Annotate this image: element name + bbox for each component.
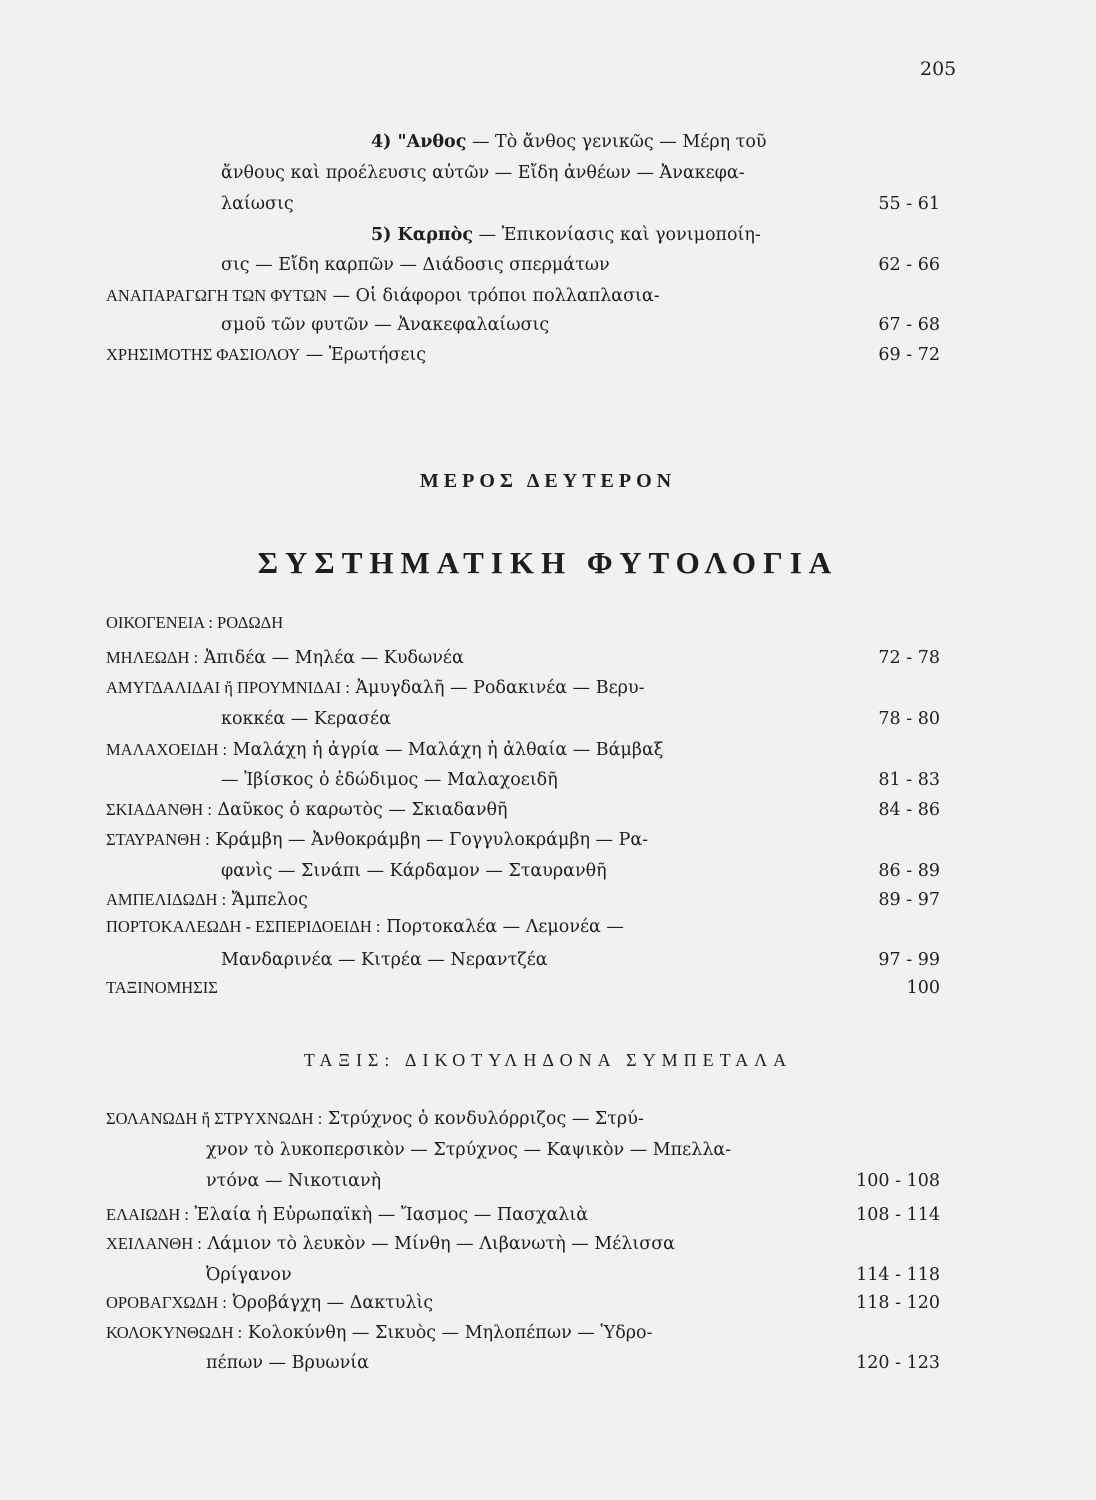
entry-text: Ἀμυγδαλῆ — Ροδακινέα — Βερυ- (349, 678, 645, 698)
entry-text: Ἄμπελος (226, 890, 308, 910)
section-title: ΣΥΣΤΗΜΑΤΙΚΗ ΦΥΤΟΛΟΓΙΑ (257, 545, 839, 580)
toc-line (106, 945, 940, 975)
toc-line (106, 189, 940, 219)
entry-label: 5) Καρπὸς (371, 225, 474, 245)
entry-text: λαίωσις (221, 194, 294, 214)
page-range: 108 - 114 (856, 1205, 940, 1225)
page-range: 69 - 72 (878, 345, 940, 365)
entry-text: ντόνα — Νικοτιανὴ (206, 1171, 382, 1191)
entry-text: Κράμβη — Ἀνθοκράμβη — Γογγυλοκράμβη — Ρα- (209, 830, 649, 850)
toc-line (106, 158, 940, 188)
toc-line (106, 735, 940, 765)
entry-text: Δαῦκος ὁ καρωτὸς — Σκιαδανθῆ (211, 800, 508, 820)
entry-label: ΜΑΛΑΧΟΕΙΔΗ : (106, 740, 228, 759)
entry-label: ΣΟΛΑΝΩΔΗ ἤ ΣΤΡΥΧΝΩΔΗ : (106, 1109, 323, 1128)
toc-line (106, 885, 940, 915)
entry-label: ΧΡΗΣΙΜΟΤΗΣ ΦΑΣΙΟΛΟΥ (106, 345, 301, 364)
toc-line (106, 1348, 940, 1378)
entry-text: ἄνθους καὶ προέλευσις αὐτῶν — Εἴδη ἀνθέων — Ἀνακεφα- (221, 163, 745, 183)
entry-label: ΑΜΥΓΔΑΛΙΔΑΙ ἤ ΠΡΟΥΜΝΙΔΑΙ : (106, 678, 350, 697)
entry-text: Ἐλαία ἡ Εὐρωπαϊκὴ — Ἴασμος — Πασχαλιὰ (188, 1205, 589, 1225)
entry-label: 4) "Ανθος (371, 132, 467, 152)
toc-line (106, 795, 940, 825)
page-range: 55 - 61 (878, 194, 940, 214)
toc-line (106, 250, 940, 280)
toc-line (106, 643, 940, 673)
page-range: 118 - 120 (856, 1293, 940, 1313)
toc-line (106, 1229, 940, 1259)
entry-label: ΠΟΡΤΟΚΑΛΕΩΔΗ - ΕΣΠΕΡΙΔΟΕΙΔΗ : (106, 917, 381, 936)
toc-line (106, 127, 940, 157)
entry-text: Μαλάχη ἡ ἀγρία — Μαλάχη ἡ ἀλθαία — Βάμβαξ (227, 740, 664, 760)
page-range: 100 - 108 (856, 1171, 940, 1191)
toc-line (106, 281, 940, 311)
page-range: 62 - 66 (878, 255, 940, 275)
toc-line (106, 340, 940, 370)
toc-line (106, 912, 940, 942)
entry-text: κοκκέα — Κερασέα (221, 709, 391, 729)
entry-label: ΕΛΑΙΩΔΗ : (106, 1205, 189, 1224)
page-range: 67 - 68 (878, 315, 940, 335)
entry-text: Ἀπιδέα — Μηλέα — Κυδωνέα (198, 648, 464, 668)
toc-line (106, 310, 940, 340)
toc-line (106, 704, 940, 734)
family-heading: ΟΙΚΟΓΕΝΕΙΑ : ΡΟΔΩΔΗ (106, 613, 284, 632)
page-range: 86 - 89 (878, 861, 940, 881)
toc-line (106, 1318, 940, 1348)
toc-line (106, 1288, 940, 1318)
entry-text: Πορτοκαλέα — Λεμονέα — (380, 917, 624, 937)
toc-line (106, 673, 940, 703)
entry-text: Λάμιον τὸ λευκὸν — Μίνθη — Λιβανωτὴ — Μέλισσα (201, 1234, 675, 1254)
toc-line (106, 856, 940, 886)
entry-text: Ὀρίγανον (206, 1265, 292, 1285)
page-range: 72 - 78 (878, 648, 940, 668)
entry-text: σμοῦ τῶν φυτῶν — Ἀνακεφαλαίωσις (221, 315, 550, 335)
entry-label: ΚΟΛΟΚΥΝΘΩΔΗ : (106, 1323, 243, 1342)
entry-label: ΣΚΙΑΔΑΝΘΗ : (106, 800, 212, 819)
toc-line (106, 1200, 940, 1230)
entry-label: ΑΜΠΕΛΙΔΩΔΗ : (106, 890, 227, 909)
toc-line (106, 1260, 940, 1290)
entry-text: Ὀροβάγχη — Δακτυλὶς (226, 1293, 434, 1313)
entry-text: — Ἐπικονίασις καὶ γονιμοποίη- (473, 225, 761, 245)
toc-line (106, 1166, 940, 1196)
toc-line (106, 1135, 940, 1165)
toc-line (106, 765, 940, 795)
family-heading-line (106, 608, 940, 638)
part-title: ΜΕΡΟΣ ΔΕΥΤΕΡΟΝ (419, 470, 677, 492)
page-range: 78 - 80 (878, 709, 940, 729)
entry-text: — Οἱ διάφοροι τρόποι πολλαπλασια- (327, 286, 660, 306)
toc-line (106, 825, 940, 855)
entry-label: ΑΝΑΠΑΡΑΓΩΓΗ ΤΩΝ ΦΥΤΩΝ (106, 286, 328, 305)
entry-text: Κολοκύνθη — Σικυὸς — Μηλοπέπων — Ὑδρο- (242, 1323, 653, 1343)
entry-text: — Ἰβίσκος ὁ ἐδώδιμος — Μαλαχοειδῆ (221, 770, 558, 790)
order-heading: ΤΑΞΙΣ: ΔΙΚΟΤΥΛΗΔΟΝΑ ΣΥΜΠΕΤΑΛΑ (303, 1050, 793, 1070)
page-range: 120 - 123 (856, 1353, 940, 1373)
entry-text: πέπων — Βρυωνία (206, 1353, 369, 1373)
page-range: 84 - 86 (878, 800, 940, 820)
page-range: 114 - 118 (856, 1265, 940, 1285)
page-range: 100 (906, 978, 940, 998)
page-number: 205 (920, 58, 957, 80)
page-range: 97 - 99 (878, 950, 940, 970)
entry-text: χνον τὸ λυκοπερσικὸν — Στρύχνος — Καψικὸν — Μπελλα- (206, 1140, 732, 1160)
entry-label: ΟΡΟΒΑΓΧΩΔΗ : (106, 1293, 227, 1312)
entry-label: ΜΗΛΕΩΔΗ : (106, 648, 199, 667)
page-range: 81 - 83 (878, 770, 940, 790)
entry-label: ΣΤΑΥΡΑΝΘΗ : (106, 830, 210, 849)
entry-text: Στρύχνος ὁ κονδυλόρριζος — Στρύ- (322, 1109, 644, 1129)
entry-text: — Ἐρωτήσεις (300, 345, 427, 365)
entry-text: — Τὸ ἄνθος γενικῶς — Μέρη τοῦ (466, 132, 767, 152)
entry-text: σις — Εἴδη καρπῶν — Διάδοσις σπερμάτων (221, 255, 610, 275)
entry-text: Μανδαρινέα — Κιτρέα — Νεραντζέα (221, 950, 548, 970)
entry-label: ΧΕΙΛΑΝΘΗ : (106, 1234, 202, 1253)
page-range: 89 - 97 (878, 890, 940, 910)
toc-line (106, 973, 940, 1003)
toc-line (106, 1104, 940, 1134)
entry-text: φανὶς — Σινάπι — Κάρδαμον — Σταυρανθῆ (221, 861, 607, 881)
entry-label: ΤΑΞΙΝΟΜΗΣΙΣ (106, 978, 218, 997)
toc-line (106, 220, 940, 250)
